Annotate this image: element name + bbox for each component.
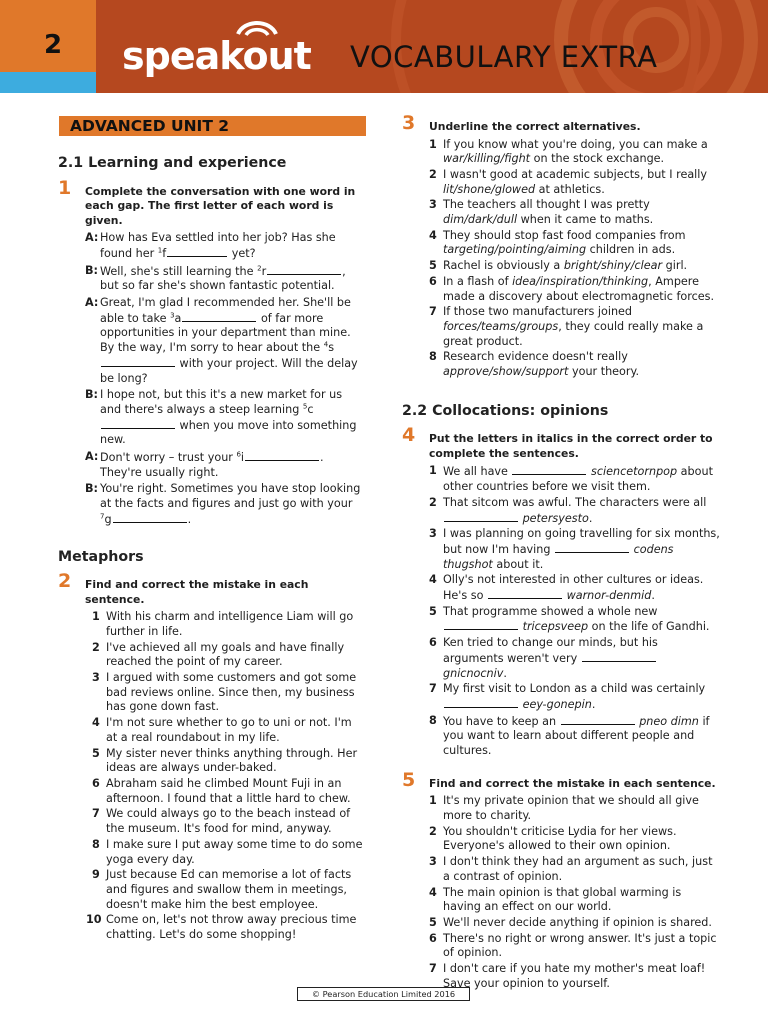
list-item: 3 I was planning on going travelling for six months, but now I'm having codens thugshot about it. <box>429 527 720 571</box>
answer-gap[interactable] <box>167 246 227 257</box>
unit-title-bar <box>59 116 366 136</box>
right-column <box>402 112 720 1001</box>
list-item: 2 I've achieved all my goals and have finally reached the point of my career. <box>92 640 345 669</box>
page-title: VOCABULARY EXTRA <box>350 40 658 74</box>
answer-gap[interactable] <box>444 511 518 522</box>
list-item: 5 Rachel is obviously a bright/shiny/clear girl. <box>429 259 688 273</box>
unit-number: 2 <box>44 30 63 60</box>
header-accent-bar <box>0 72 96 93</box>
answer-gap[interactable] <box>488 588 562 599</box>
dialogue-line: A: How has Eva settled into her job? Has she found her $^1$f yet? <box>85 231 336 260</box>
answer-gap[interactable] <box>245 450 319 461</box>
answer-gap[interactable] <box>101 356 175 367</box>
metaphors-title: Metaphors <box>58 548 144 565</box>
dialogue-line: B: Well, she's still learning the $^2$r , but so far she's shown fantastic potential. <box>85 263 346 293</box>
list-item: 5 We'll never decide anything if opinion is shared. <box>429 915 712 929</box>
answer-gap[interactable] <box>444 619 518 630</box>
dialogue-line: B: I hope not, but this it's a new market for us and there's always a steep learning $^5$c when you move into something new. <box>85 388 357 447</box>
list-item: 1 We all have sciencetornpop about other countries before we visit them. <box>429 464 713 494</box>
list-item: 6 Ken tried to change our minds, but his arguments weren't very gnicnocniv. <box>429 636 658 680</box>
exercise-4 <box>402 424 720 758</box>
exercise-1 <box>58 176 366 528</box>
list-item: 6 There's no right or wrong answer. It's just a topic of opinion. <box>429 931 717 960</box>
exercise-number: 4 <box>402 424 416 447</box>
exercise-5 <box>402 768 720 992</box>
speakout-logo: speakout <box>122 34 311 78</box>
list-item: 2 I wasn't good at academic subjects, but I really lit/shone/glowed at athletics. <box>429 167 708 196</box>
answer-gap[interactable] <box>582 651 656 662</box>
exercise-number: 5 <box>402 768 416 791</box>
exercise-number: 1 <box>58 176 72 199</box>
list-item: 6 Abraham said he climbed Mount Fuji in an afternoon. I found that a little hard to chew. <box>92 777 351 805</box>
list-item: 4 They should stop fast food companies from targeting/pointing/aiming children in ads. <box>429 228 686 257</box>
alternatives[interactable]: approve/show/support <box>443 365 569 379</box>
section-2-1-title: 2.1 Learning and experience <box>58 155 287 171</box>
exercise-instruction: Find and correct the mistake in each sentence. <box>429 776 716 790</box>
answer-gap[interactable] <box>444 697 518 708</box>
section-2-2-title: 2.2 Collocations: opinions <box>402 402 609 419</box>
exercise-items <box>85 610 366 942</box>
list-item: 10 Come on, let's not throw away precious time chatting. Let's do some shopping! <box>86 913 357 942</box>
exercise-number: 3 <box>402 112 416 134</box>
answer-gap[interactable] <box>267 264 341 275</box>
list-item: 7 I don't care if you hate my mother's meat loaf! Save your opinion to yourself. <box>429 962 706 990</box>
list-item: 9 Just because Ed can memorise a lot of facts and figures and swallow them in meetings, doesn't make him the best employee. <box>92 868 352 911</box>
unit-title: ADVANCED UNIT 2 <box>70 117 230 135</box>
answer-gap[interactable] <box>182 311 256 322</box>
list-item: 4 I'm not sure whether to go to uni or not. I'm at a real roundabout in my life. <box>92 716 352 744</box>
list-item: 7 We could always go to the beach instead of the museum. It's food for mind, anyway. <box>92 807 351 836</box>
exercise-instruction: Find and correct the mistake in each sentence. <box>85 578 309 606</box>
list-item: 2 You shouldn't criticise Lydia for her views. Everyone's allowed to their own opinion. <box>429 824 677 853</box>
alternatives[interactable]: targeting/pointing/aiming <box>443 243 587 257</box>
list-item: 4 Olly's not interested in other cultures or ideas. He's so warnor-denmid. <box>429 573 704 603</box>
list-item: 1 With his charm and intelligence Liam will go further in life. <box>92 610 354 638</box>
alternatives[interactable]: bright/shiny/clear <box>563 259 663 273</box>
alternatives[interactable]: dim/dark/dull <box>443 213 518 227</box>
alternatives[interactable]: forces/teams/groups <box>443 319 559 333</box>
list-item: 8 Research evidence doesn't really approve/show/support your theory. <box>429 350 640 379</box>
answer-gap[interactable] <box>561 714 635 725</box>
list-item: 8 You have to keep an pneo dimn if you want to learn about different people and cultures. <box>429 713 710 758</box>
exercise-items <box>429 138 720 380</box>
list-item: 1 It's my private opinion that we should all give more to charity. <box>429 794 699 823</box>
exercise-instruction: Put the letters in italics in the correct order to complete the sentences. <box>429 432 713 460</box>
list-item: 7 My first visit to London as a child was certainly eey-gonepin. <box>429 682 706 711</box>
exercise-2 <box>58 570 366 942</box>
exercise-items <box>429 794 720 991</box>
list-item: 8 I make sure I put away some time to do some yoga every day. <box>92 837 363 866</box>
answer-gap[interactable] <box>512 464 586 475</box>
list-item: 3 I don't think they had an argument as such, just a contrast of opinion. <box>429 855 713 883</box>
answer-gap[interactable] <box>113 512 187 523</box>
exercise-instruction: Underline the correct alternatives. <box>429 120 641 133</box>
dialogue-line: A: Great, I'm glad I recommended her. She'll be able to take $^3$a of far more opportunities in your department than mine. By the way, I'm sorry to hear about the $^4$s with your project. Will the delay be long? <box>85 296 358 385</box>
list-item: 3 The teachers all thought I was pretty dim/dark/dull when it came to maths. <box>429 198 654 227</box>
answer-gap[interactable] <box>555 542 629 553</box>
alternatives[interactable]: war/killing/fight <box>443 152 531 166</box>
list-item: 3 I argued with some customers and got some bad reviews online. Since then, my business has gone down fast. <box>92 671 357 714</box>
list-item: 4 The main opinion is that global warming is having an effect on our world. <box>429 885 682 914</box>
list-item: 2 That sitcom was awful. The characters were all petersyesto. <box>429 495 707 525</box>
list-item: 5 My sister never thinks anything through. Her ideas are always under-baked. <box>92 746 358 775</box>
copyright-footer: © Pearson Education Limited 2016 <box>297 987 470 1001</box>
dialogue-line: A: Don't worry – trust your $^6$i . They're usually right. <box>85 450 324 479</box>
alternatives[interactable]: idea/inspiration/thinking <box>512 274 649 288</box>
list-item: 6 In a flash of idea/inspiration/thinking, Ampere made a discovery about electromagnetic forces. <box>429 274 715 303</box>
left-column <box>58 116 366 953</box>
exercise-items <box>429 464 720 758</box>
list-item: 7 If those two manufacturers joined forces/teams/groups, they could really make a great product. <box>429 305 704 348</box>
exercise-number: 2 <box>58 570 72 593</box>
logo-signal-arcs-icon <box>232 14 282 36</box>
dialogue-line: B: You're right. Sometimes you have stop looking at the facts and figures and just go with your $^7$g . <box>85 482 361 526</box>
list-item: 5 That programme showed a whole new tricepsveep on the life of Gandhi. <box>429 604 710 634</box>
list-item: 1 If you know what you're doing, you can make a war/killing/fight on the stock exchange. <box>429 137 708 166</box>
answer-gap[interactable] <box>101 418 175 429</box>
exercise-3 <box>402 112 720 380</box>
exercise-instruction: Complete the conversation with one word in each gap. The first letter of each word is given. <box>85 184 356 227</box>
alternatives[interactable]: lit/shone/glowed <box>443 182 536 196</box>
